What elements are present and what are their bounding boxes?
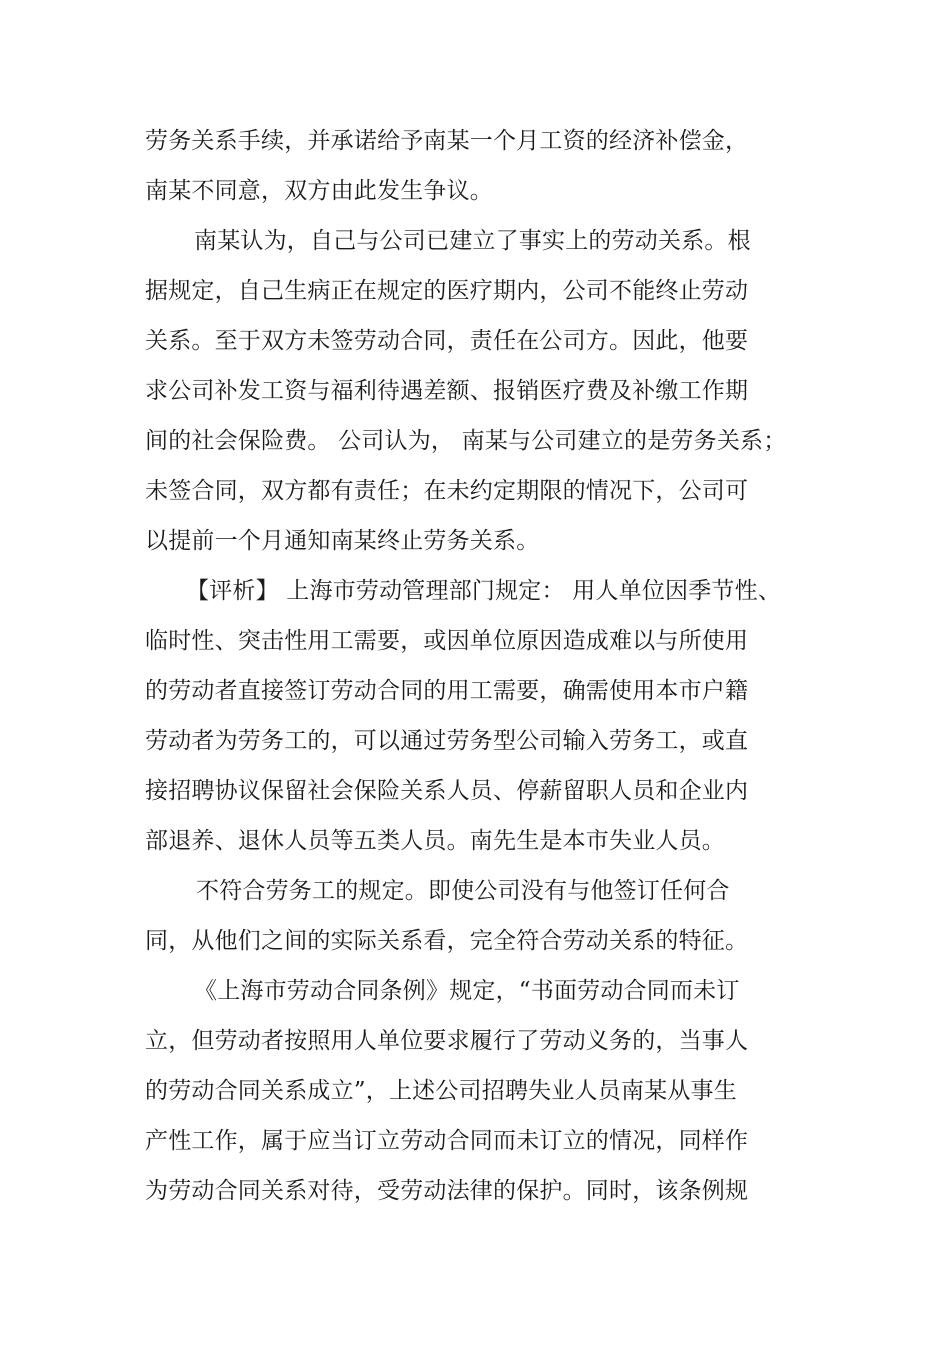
text-line: 求公司补发工资与福利待遇差额、报销医疗费及补缴工作期	[145, 378, 749, 404]
text-line: 劳动者为劳务工的，可以通过劳务型公司输入劳务工，或直	[145, 728, 749, 754]
text-line: 产性工作，属于应当订立劳动合同而未订立的情况，同样作	[145, 1128, 749, 1154]
text-line: 南某不同意，双方由此发生争议。	[145, 178, 493, 204]
text-line: 未签合同，双方都有责任；在未约定期限的情况下，公司可	[145, 478, 749, 504]
text-line: 南某认为，自己与公司已建立了事实上的劳动关系。根	[194, 228, 751, 254]
text-line: 以提前一个月通知南某终止劳务关系。	[145, 528, 540, 554]
text-line: 接招聘协议保留社会保险关系人员、停薪留职人员和企业内	[145, 778, 749, 804]
text-line: 《上海市劳动合同条例》规定，“书面劳动合同而未订	[194, 978, 740, 1004]
text-line: 的劳动合同关系成立”，上述公司招聘失业人员南某从事生	[145, 1078, 737, 1104]
text-line: 部退养、退休人员等五类人员。南先生是本市失业人员。	[145, 828, 725, 854]
text-line: 不符合劳务工的规定。即使公司没有与他签订任何合	[196, 878, 730, 904]
text-line: 据规定，自己生病正在规定的医疗期内，公司不能终止劳动	[145, 278, 749, 304]
text-line: 的劳动者直接签订劳动合同的用工需要，确需使用本市户籍	[145, 678, 749, 704]
text-line: 为劳动合同关系对待，受劳动法律的保护。同时，该条例规	[145, 1178, 749, 1204]
text-line: 关系。至于双方未签劳动合同，责任在公司方。因此，他要	[145, 328, 749, 354]
text-line: 立，但劳动者按照用人单位要求履行了劳动义务的，当事人	[145, 1028, 749, 1054]
text-line: 临时性、突击性用工需要，或因单位原因造成难以与所使用	[145, 628, 749, 654]
text-line: 同，从他们之间的实际关系看，完全符合劳动关系的特征。	[145, 928, 749, 954]
text-line: 【评析】 上海市劳动管理部门规定： 用人单位因季节性、	[186, 578, 782, 604]
text-line: 间的社会保险费。 公司认为， 南某与公司建立的是劳务关系；	[145, 428, 787, 454]
text-line: 劳务关系手续，并承诺给予南某一个月工资的经济补偿金，	[145, 128, 749, 154]
